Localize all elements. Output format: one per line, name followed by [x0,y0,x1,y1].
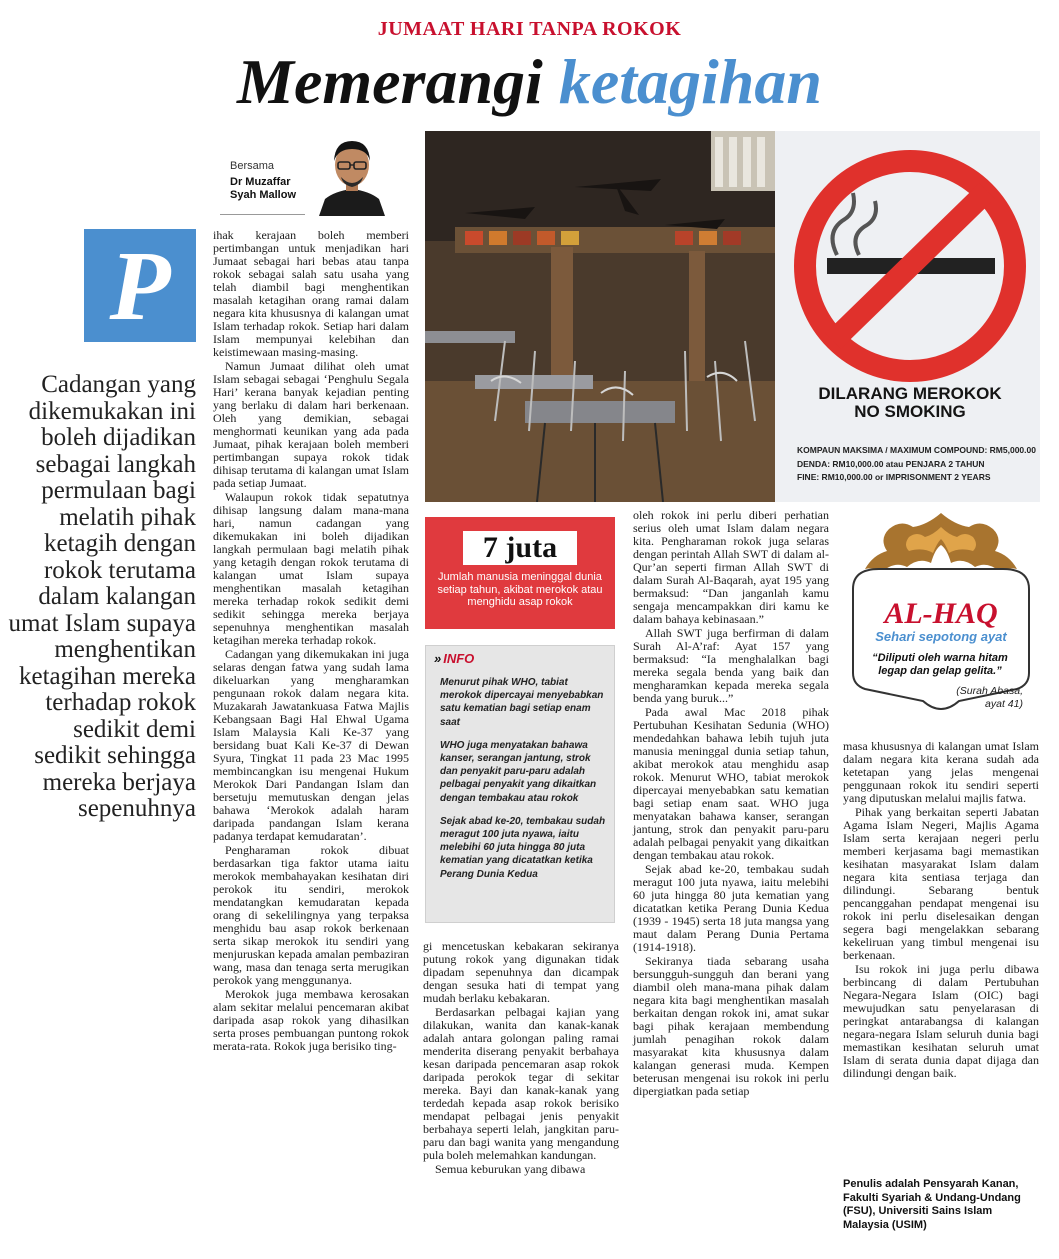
paragraph: Pihak yang berkaitan seperti Jabatan Agama Islam Negeri, Majlis Agama Islam serta kerajaan negeri perlu memberi kerjasama bagi memastikan kesihatan masyarakat Islam dalam negara kita sentiasa terjaga dan dilindungi. Sebarang bentuk pencanggahan pendapat mengenai isu rokok ini perlu diselesaikan dengan segera bagi mengelakkan sebarang kekeliruan yang timbul mengenai isu berkenaan. [843,805,1039,962]
info-list [440,676,606,891]
paragraph: Semua keburukan yang dibawa [435,1162,586,1176]
article-column-4 [843,740,1039,1170]
paragraph: Sejak abad ke-20, tembakau sudah meragut 100 juta nyawa, iaitu melebihi 60 juta hingga 80 juta kematian yang dicatatkan ketika Perang Dunia Kedua (1939 - 1945) serta 18 juta mangsa yang maut dalam Perang Dunia Pertama (1914-1918). [633,862,829,954]
sign-text-english: NO SMOKING [854,402,966,421]
article-column-2 [423,940,619,1250]
al-haq-box [843,505,1039,730]
pull-quote: Cadangan yang dikemukakan ini boleh dijadikan sebagai langkah permulaan bagi melatih pihak ketagih dengan rokok terutama dalam kalangan umat Islam supaya menghentikan ketagihan mereka terhadap rokok sedikit demi sedikit sehingga mereka berjaya sepenuhnya [8,371,196,822]
paragraph: oleh rokok ini perlu diberi perhatian serius oleh umat Islam dalam negara kita. Pengharaman rokok juga selaras dengan perintah Allah SWT di dalam al-Qur’an seperti firman Allah SWT di dalam Surah Al-Baqarah, ayat 195 yang bermaksud: “Dan janganlah kamu sengaja mencampakkan diri kamu ke dalam bahaya kebinasaan.” [633,508,829,626]
sign-fine-text-malay: DENDA: RM10,000.00 atau PENJARA 2 TAHUN [797,459,985,469]
paragraph: Cadangan yang dikemukakan ini juga selaras dengan fatwa yang sudah lama dikeluarkan yang mengharamkan pengunaan rokok dalam negara kita. Muzakarah Jawatankuasa Fatwa Majlis Kebangsaan Bagi Hal Ehwal Ugama Islam Malaysia Kali Ke-37 yang bersidang buat Kali Ke-37 di Dewan Syura, Tingkat 11 pada 23 Mac 1995 membincangkan isu mengenai Hukum Merokok Dari Pandangan Islam dan bersetuju memutuskan dengan jelas bahawa ‘Merokok adalah haram daripada pandangan Islam kerana padanya terdapat kemudaratan’. [213,647,409,843]
info-item: Sejak abad ke-20, tembakau sudah meragut 100 juta nyawa, iaitu melebihi 60 juta hingga 80 juta kematian yang dicatatkan ketika Perang Dunia Kedua [440,815,606,880]
headline-part2: ketagihan [558,46,822,117]
byline-author-line1: Dr Muzaffar [230,176,291,188]
article-column-1 [213,229,409,1249]
author-credit: Penulis adalah Pensyarah Kanan, Fakulti Syariah & Undang-Undang (FSU), Universiti Sains Islam Malaysia (USIM) [843,1178,1021,1231]
al-haq-quote: “Diliputi oleh warna hitam legap dan gelap gelita.” [872,652,1008,677]
stat-number: 7 juta [463,531,577,565]
stat-caption: Jumlah manusia meninggal dunia setiap tahun, akibat merokok atau menghidu asap rokok [437,571,603,608]
paragraph: Sekiranya tiada sebarang usaha bersungguh-sungguh dan berani yang diambil oleh mana-mana pihak dalam negara kita bagi menghentikan masalah berkaitan dengan rokok ini, amat sukar bagi pihak kerajaan membendung jumlah penagihan rokok dalam masyarakat kita khususnya dalam kalangan generasi muda. Kempen beterusan mengenai isu rokok ini perlu dipergiatkan pada setiap [633,954,829,1098]
paragraph: Berdasarkan pelbagai kajian yang dilakukan, wanita dan kanak-kanak adalah antara golongan paling ramai menderita diserang penyakit berbahaya kesan daripada pencemaran asap rokok daripada perokok tegar di sekitar mereka. Bayi dan kanak-kanak yang terdedah kepada asap rokok berisiko mendapat pelbagai jenis penyakit berbahaya seperti lelah, jangkitan paru-paru dan bagi wanita yang mengandung pula boleh melemahkan kandungan. [423,1005,619,1162]
paragraph: Pada awal Mac 2018 pihak Pertubuhan Kesihatan Sedunia (WHO) mendedahkan bahawa lebih tujuh juta manusia meninggal dunia setiap tahun, akibat merokok atau menghidu asap rokok. Menurut WHO, tabiat merokok dipercayai menyebabkan satu kematian bagi setiap enam saat. WHO juga menyatakan bahawa kanser, serangan jantung, strok dan penyakit paru-paru adalah pelbagai penyakit yang dikaitkan dengan tembakau atau rokok. [633,705,829,862]
al-haq-source-line2: ayat 41) [985,698,1023,710]
sign-compound-text: KOMPAUN MAKSIMA / MAXIMUM COMPOUND: RM5,000.00 [797,445,1036,455]
paragraph: Namun Jumaat dilihat oleh umat Islam sebagai sebagai ‘Penghulu Segala Hari’ kerana banyak kejadian penting yang berlaku di dalam hari berkenaan. Oleh yang demikian, sebagai menghormati keunikan yang ada pada Jumaat, pihak kerajaan boleh memberi pertimbangan supaya rokok tidak dihisap terutama di kalangan umat Islam pada setiap Jumaat. [213,359,409,490]
sign-fine-text-english: FINE: RM10,000.00 or IMPRISONMENT 2 YEARS [797,472,991,482]
al-haq-subtitle: Sehari sepotong ayat [875,629,1007,644]
restaurant-scene [425,131,1040,502]
al-haq-title: AL-HAQ [884,597,998,630]
al-haq-source-line1: (Surah Abasa, [956,685,1023,697]
info-item: WHO juga menyatakan bahawa kanser, serangan jantung, strok dan penyakit paru-paru adalah pelbagai penyakit yang dikaitkan dengan tembakau atau rokok [440,739,597,804]
info-box [425,645,615,923]
info-label: » INFO [434,651,475,666]
no-smoking-photo [425,131,1040,502]
paragraph: masa khususnya di kalangan umat Islam dalam negara kita kerana sudah ada ketetapan yang jelas mengenai penggunaan rokok itu sendiri seperti yang diputuskan melalui majlis fatwa. [843,739,1039,805]
author-photo [305,133,400,216]
paragraph: gi mencetuskan kebakaran sekiranya putung rokok yang digunakan tidak dipadam sepenuhnya dan dicampak dengan sesuka hati di tempat yang mudah berlaku kebakaran. [423,939,619,1005]
paragraph: Walaupun rokok tidak sepatutnya dihisap langsung dalam mana-mana hari, namun cadangan yang dikemukakan ini boleh dijadikan langkah permulaan bagi melatih pihak yang ketagih dengan rokok terutama di kalangan umat Islam supaya menghentikan masalah ketagihan mereka terhadap rokok sedikit demi sedikit sehingga mereka berjaya sepenuhnya menghentikan masalah ketagihan mereka terhadap rokok. [213,490,409,647]
al-haq-source [893,685,1023,711]
section-kicker: JUMAAT HARI TANPA ROKOK [377,18,682,40]
paragraph: Isu rokok ini juga perlu dibawa berbincang di dalam Pertubuhan Negara-Negara Islam (OIC) bagi mewujudkan satu penyelarasan di peringkat antarabangsa di kalangan negara-negara Islam seluruh dunia bagi memastikan kesihatan seluruh umat Islam di serata dunia dapat dijaga dan dilindungi dengan baik. [843,962,1039,1080]
info-item: Menurut pihak WHO, tabiat merokok dipercayai menyebabkan satu kematian bagi setiap enam saat [440,677,604,728]
sign-text-malay: DILARANG MEROKOK [818,384,1002,403]
byline-label: Bersama [230,160,275,172]
paragraph: Merokok juga membawa kerosakan alam sekitar melalui pencemaran akibat daripada asap rokok yang dihasilkan serta proses pembuangan puntong rokok merata-rata. Rokok juga berisiko ting- [213,987,409,1053]
double-chevron-icon: » [434,651,442,666]
drop-cap: P [84,229,196,342]
byline-author-line2: Syah Mallow [230,189,297,201]
article-column-3 [633,509,829,1249]
headline [0,42,1059,122]
paragraph: ihak kerajaan boleh memberi pertimbangan untuk menjadikan hari Jumaat sebagai hari bebas atau tanpa rokok sebagai salah satu usaha yang telah diambil bagi menghentikan masalah ketagihan orang ramai dalam negara kita khususnya di kalangan umat Islam terhadap rokok. Setiap hari dalam Islam mempunyai kelebihan dan keistimewaan masing-masing. [213,228,409,359]
paragraph: Allah SWT juga berfirman di dalam Surah Al-A’raf: Ayat 157 yang bermaksud: “Ia menghalalkan bagi mereka segala benda yang baik dan mengharamkan kepada mereka segala benda yang buruk...” [633,626,829,705]
headline-part1: Memerangi [237,46,543,117]
stat-callout [425,517,615,629]
paragraph: Pengharaman rokok dibuat berdasarkan tiga faktor utama iaitu merokok membahayakan kesihatan diri perokok itu sendiri, merokok mendatangkan kemudaratan kepada orang di sekelilingnya yang terpaksa menghidu bau asap rokok berkenaan serta sikap merokok itu sendiri yang menjuruskan kepada amalan pembaziran wang, masa dan tenaga serta merugikan perokok yang menggunanya. [213,843,409,987]
